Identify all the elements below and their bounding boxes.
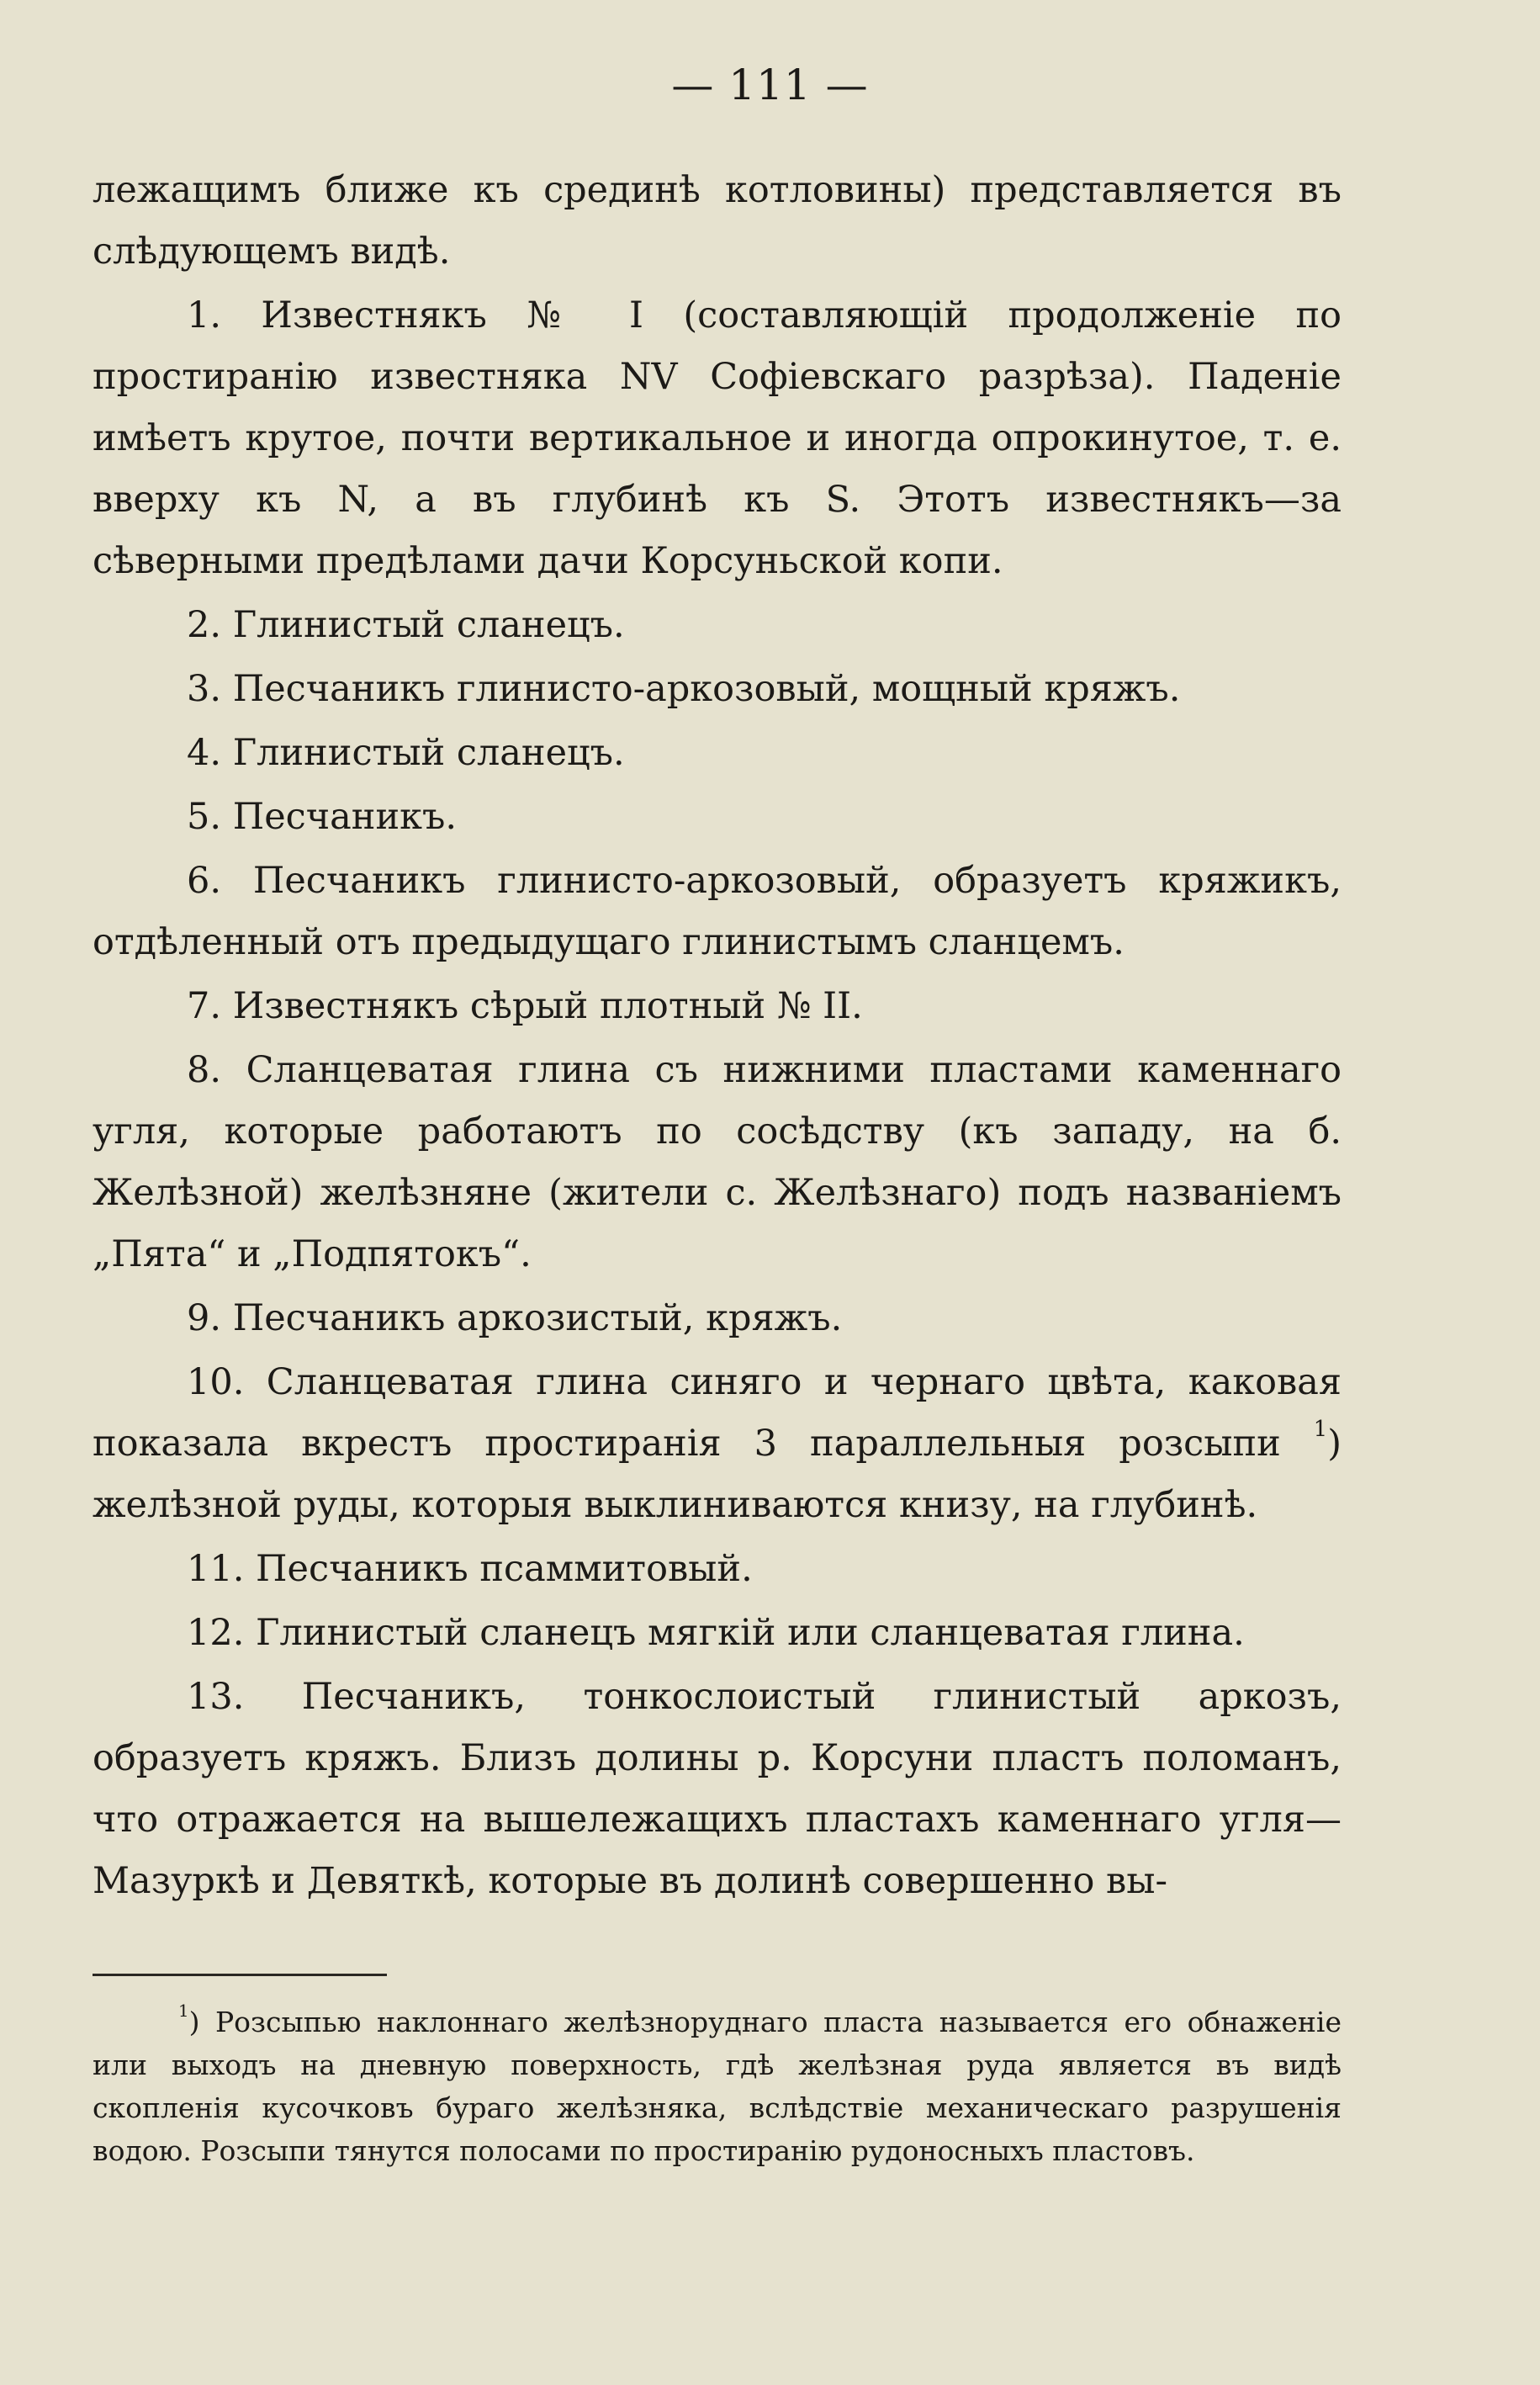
list-item-12: 12. Глинистый сланецъ мягкій или сланцеватая глина. <box>187 1612 1245 1654</box>
footnote-divider <box>93 1974 387 1976</box>
list-item-7: 7. Известнякъ сѣрый плотный № II. <box>187 985 863 1027</box>
list-item-10-tail: ) желѣзной руды, которыя выклиниваются книзу, на глубинѣ. <box>93 1423 1342 1526</box>
footnote-text: ) Розсыпью наклоннаго желѣзноруднаго пласта называется его обнаженіе или выходъ на дневную поверхность, гдѣ желѣзная руда является въ видѣ скопленія кусочковъ бураго желѣзняка, вслѣдствіе механическаго разрушенія водою. Розсыпи тянутся полосами по простиранію рудоносныхъ пластовъ. <box>93 2006 1342 2167</box>
list-item-5: 5. Песчаникъ. <box>187 796 458 838</box>
page-number: — 111 — <box>671 61 869 109</box>
list-item-1: 1. Известнякъ № I (составляющій продолженіе по простиранію известняка NV Софіевскаго разрѣза). Паденіе имѣетъ крутое, почти вертикальное и иногда опрокинутое, т. е. вверху къ N, а въ глубинѣ къ S. Этотъ известнякъ—за сѣверными предѣлами дачи Корсуньской копи. <box>93 294 1342 582</box>
list-item-11: 11. Песчаникъ псаммитовый. <box>187 1548 753 1590</box>
list-item-8: 8. Сланцеватая глина съ нижними пластами каменнаго угля, которые работаютъ по сосѣдству (къ западу, на б. Желѣзной) желѣзняне (жители с. Желѣзнаго) подъ названіемъ „Пята“ и „Подпятокъ“. <box>93 1049 1342 1275</box>
list-item-13: 13. Песчаникъ, тонкослоистый глинистый аркозъ, образуетъ кряжъ. Близъ долины р. Корсуни пластъ поломанъ, что отражается на вышележащихъ пластахъ каменнаго угля—Мазуркѣ и Девяткѣ, которые въ долинѣ совершенно вы- <box>93 1676 1342 1902</box>
list-item-3: 3. Песчаникъ глинисто-аркозовый, мощный кряжъ. <box>187 668 1181 710</box>
list-item-2: 2. Глинистый сланецъ. <box>187 604 625 646</box>
list-item-10-text: 10. Сланцеватая глина синяго и чернаго цвѣта, каковая показала вкрестъ простиранія 3 параллельныя розсыпи <box>93 1361 1342 1465</box>
footnote-reference: 1 <box>1313 1416 1328 1442</box>
list-item-4: 4. Глинистый сланецъ. <box>187 732 625 774</box>
list-item-6: 6. Песчаникъ глинисто-аркозовый, образуетъ кряжикъ, отдѣленный отъ предыдущаго глинистымъ сланцемъ. <box>93 860 1342 963</box>
list-item-10 <box>93 1352 1342 1536</box>
paragraph-continuation: лежащимъ ближе къ срединѣ котловины) представляется въ слѣдующемъ видѣ. <box>93 169 1342 273</box>
footnote <box>93 2001 1342 2172</box>
footnote-marker: 1 <box>178 2001 189 2022</box>
main-text <box>93 160 1342 1915</box>
list-item-9: 9. Песчаникъ аркозистый, кряжъ. <box>187 1297 843 1339</box>
